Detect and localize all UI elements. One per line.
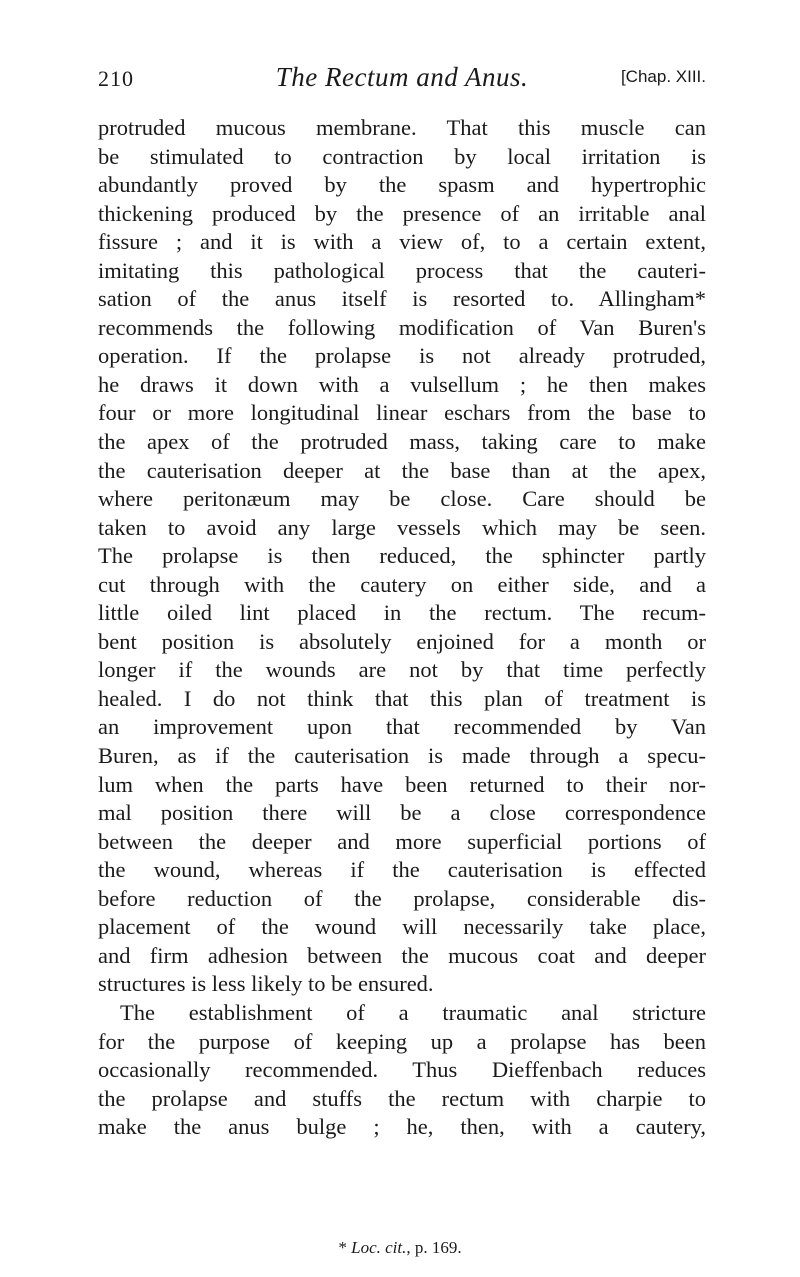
- text-line: the wound, whereas if the cauterisation is effected: [98, 857, 706, 883]
- text-line: make the anus bulge ; he, then, with a cautery,: [98, 1114, 706, 1140]
- text-line: the cauterisation deeper at the base than at the apex,: [98, 457, 706, 483]
- text-line: placement of the wound will necessarily take place,: [98, 914, 706, 940]
- text-line: an improvement upon that recommended by Van: [98, 714, 706, 740]
- text-line: the apex of the protruded mass, taking care to make: [98, 429, 706, 455]
- text-line: The prolapse is then reduced, the sphincter partly: [98, 543, 706, 569]
- footnote: [0, 1238, 800, 1258]
- text-line: bent position is absolutely enjoined for a month or: [98, 628, 706, 654]
- text-line: Buren, as if the cauterisation is made through a specu-: [98, 743, 706, 769]
- text-line: and firm adhesion between the mucous coat and deeper: [98, 942, 706, 968]
- footnote-page: , p. 169.: [406, 1238, 462, 1257]
- text-line: thickening produced by the presence of an irritable anal: [98, 200, 706, 226]
- text-line: lum when the parts have been returned to their nor-: [98, 771, 706, 797]
- text-line: occasionally recommended. Thus Dieffenbach reduces: [98, 1057, 706, 1083]
- page-number: 210: [98, 66, 134, 91]
- text-line: fissure ; and it is with a view of, to a certain extent,: [98, 229, 706, 255]
- text-line: longer if the wounds are not by that time perfectly: [98, 657, 706, 683]
- text-line: protruded mucous membrane. That this muscle can: [98, 115, 706, 140]
- text-line: for the purpose of keeping up a prolapse has been: [98, 1028, 706, 1054]
- text-line: taken to avoid any large vessels which may be seen.: [98, 514, 706, 540]
- text-line: four or more longitudinal linear eschars from the base to: [98, 400, 706, 426]
- text-line: cut through with the cautery on either side, and a: [98, 571, 706, 597]
- text-line: little oiled lint placed in the rectum. The recum-: [98, 600, 706, 626]
- running-head: [98, 62, 706, 98]
- text-line: where peritonæum may be close. Care should be: [98, 486, 706, 512]
- text-line: abundantly proved by the spasm and hypertrophic: [98, 172, 706, 198]
- text-line: recommends the following modification of Van Buren's: [98, 314, 706, 340]
- footnote-marker: *: [338, 1238, 352, 1257]
- footnote-citation: Loc. cit.: [351, 1238, 407, 1257]
- text-line: the prolapse and stuffs the rectum with charpie to: [98, 1085, 706, 1111]
- text-line: before reduction of the prolapse, considerable dis-: [98, 885, 706, 911]
- text-line: be stimulated to contraction by local irritation is: [98, 143, 706, 169]
- running-title: The Rectum and Anus.: [275, 62, 529, 92]
- chapter-label: [Chap. XIII.: [620, 67, 706, 86]
- text-line: healed. I do not think that this plan of treatment is: [98, 685, 706, 711]
- text-line: mal position there will be a close correspondence: [98, 800, 706, 826]
- body-text: [98, 114, 706, 1142]
- text-line: he draws it down with a vulsellum ; he then makes: [98, 371, 706, 397]
- text-line: The establishment of a traumatic anal stricture: [120, 999, 706, 1025]
- text-line: operation. If the prolapse is not already protruded,: [98, 343, 706, 369]
- text-line: imitating this pathological process that the cauteri-: [98, 257, 706, 283]
- text-line: structures is less likely to be ensured.: [98, 971, 434, 997]
- text-line: sation of the anus itself is resorted to. Allingham*: [98, 286, 706, 312]
- text-line: between the deeper and more superficial portions of: [98, 828, 706, 854]
